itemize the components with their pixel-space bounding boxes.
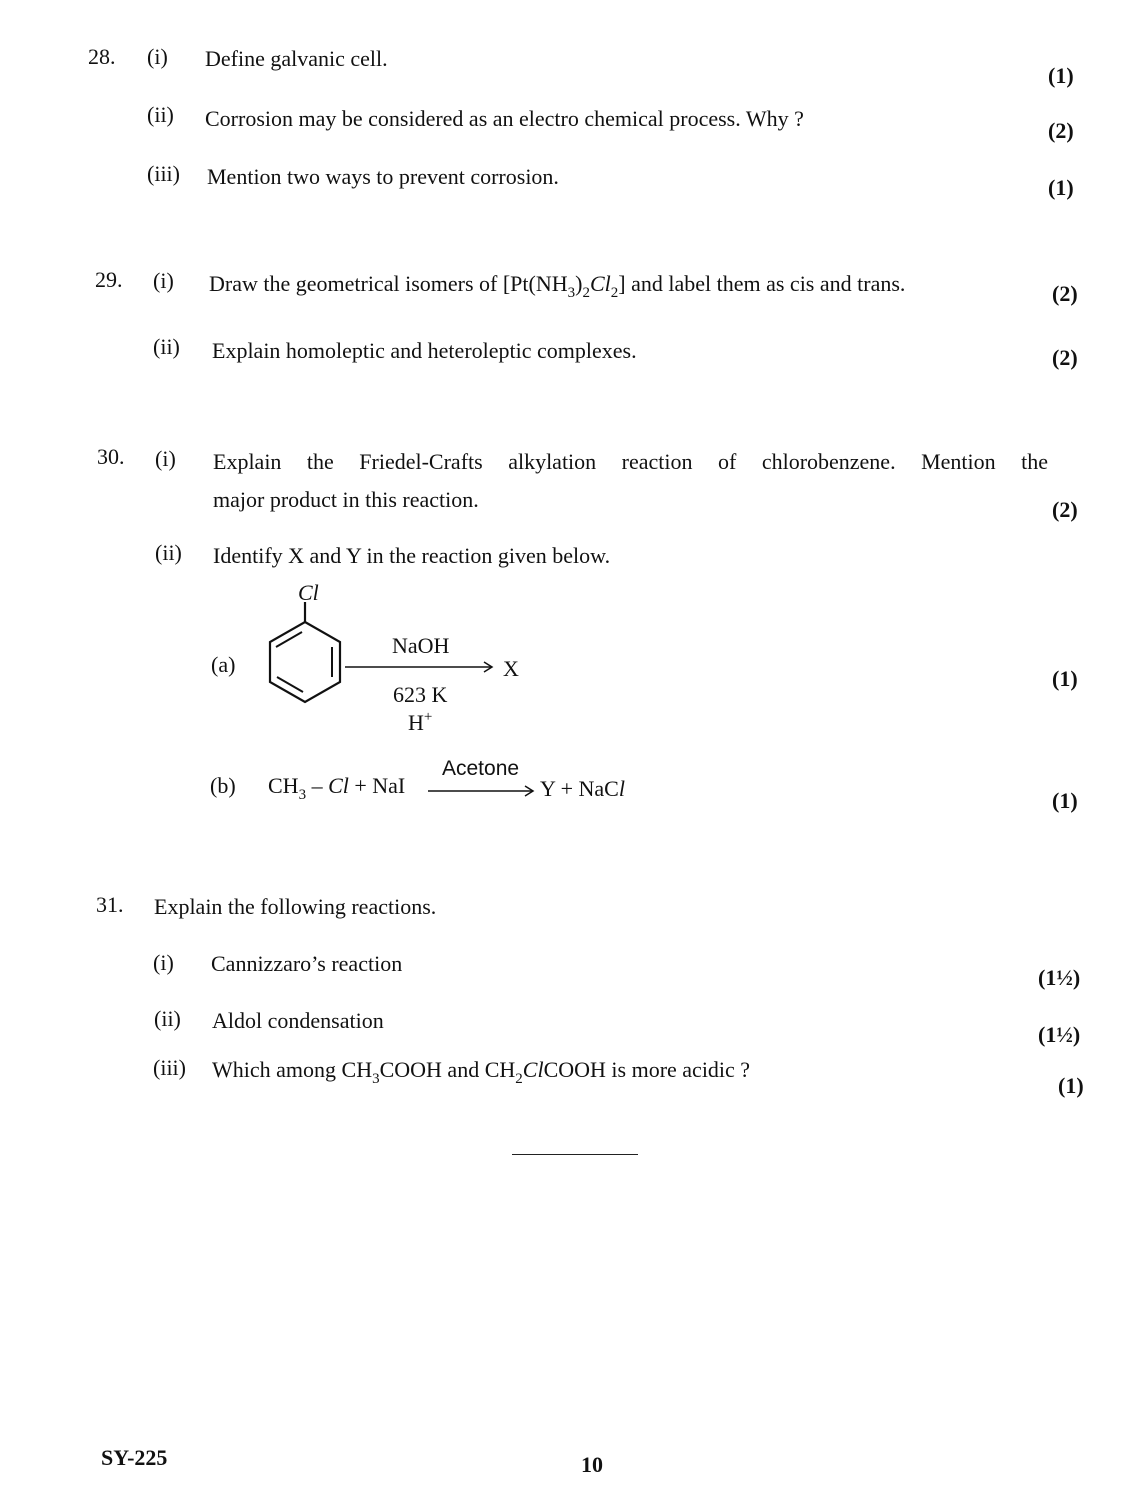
sub-label: (ii) [155, 540, 182, 565]
condition-label: 623 K [393, 682, 448, 707]
reaction-arrow [428, 784, 538, 798]
marks: (1) [1048, 63, 1074, 88]
benzene-ring [262, 600, 352, 720]
sub-label: (ii) [147, 102, 174, 127]
question-text: Explain the following reactions. [154, 894, 437, 919]
product-formula: Y + NaCl [540, 776, 625, 801]
sub-label: (i) [153, 950, 174, 975]
marks: (2) [1052, 281, 1078, 306]
question-text: Draw the geometrical isomers of $[Pt(NH_3)_2Cl_2]$ and label them as cis and trans. [209, 271, 906, 301]
reactant-formula: $CH_3$ – Cl + NaI [268, 773, 406, 803]
question-text: Identify X and Y in the reaction given below. [213, 543, 611, 568]
question-number: 29. [95, 267, 123, 292]
page-number: 10 [581, 1452, 603, 1477]
end-rule [512, 1154, 638, 1155]
sub-label: (i) [147, 44, 168, 69]
question-text: Cannizzaro’s reaction [211, 951, 403, 976]
reaction-label: (a) [211, 652, 236, 677]
question-text: Mention two ways to prevent corrosion. [207, 164, 559, 189]
reagent-label: Acetone [442, 757, 520, 780]
marks: (1½) [1038, 1022, 1081, 1047]
question-text: Explain homoleptic and heteroleptic complexes. [212, 338, 637, 363]
question-text: Aldol condensation [212, 1008, 384, 1033]
sub-label: (iii) [147, 161, 180, 186]
marks: (1) [1048, 175, 1074, 200]
reagent-label: NaOH [392, 633, 450, 658]
product-label: X [503, 656, 519, 681]
marks: (1) [1052, 788, 1078, 813]
question-text: major product in this reaction. [213, 487, 479, 512]
marks: (2) [1052, 345, 1078, 370]
question-number: 30. [97, 444, 125, 469]
question-number: 31. [96, 892, 124, 917]
reaction-label: (b) [210, 773, 236, 798]
sub-label: (ii) [154, 1006, 181, 1031]
sub-label: (i) [155, 446, 176, 471]
marks: (1) [1052, 666, 1078, 691]
sub-label: (ii) [153, 334, 180, 359]
substituent-label: Cl [298, 580, 319, 605]
question-text: Corrosion may be considered as an electro chemical process. Why ? [205, 106, 804, 131]
condition-label: H+ [408, 709, 433, 735]
sub-label: (i) [153, 268, 174, 293]
marks: (1) [1058, 1073, 1084, 1098]
sub-label: (iii) [153, 1055, 186, 1080]
question-text: Explain the Friedel-Crafts alkylation reaction of chlorobenzene. Mention the [213, 449, 1048, 474]
reaction-arrow [345, 660, 500, 674]
marks: (2) [1052, 497, 1078, 522]
question-number: 28. [88, 44, 116, 69]
marks: (1½) [1038, 965, 1081, 990]
question-text: Define galvanic cell. [205, 46, 388, 71]
marks: (2) [1048, 118, 1074, 143]
paper-code: SY-225 [101, 1445, 168, 1470]
question-text: Which among $CH_3COOH$ and $CH_2ClCOOH$ is more acidic ? [212, 1057, 751, 1087]
